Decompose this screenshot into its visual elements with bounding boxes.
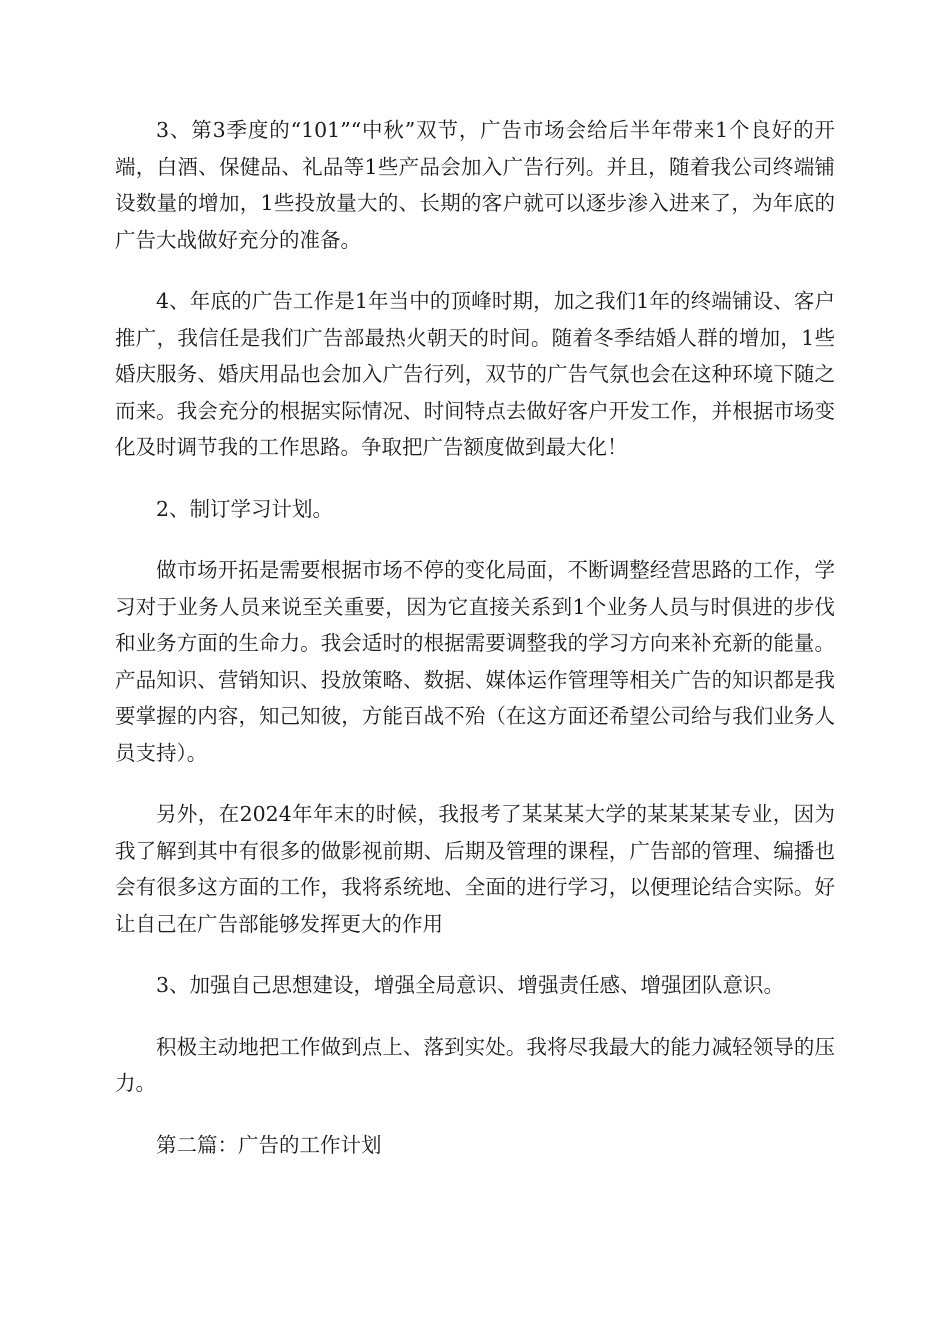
section-title-second-article: 第二篇：广告的工作计划 bbox=[156, 1132, 382, 1157]
paragraph-q3-holidays: 3、第3季度的“101”“中秋”双节，广告市场会给后半年带来1个良好的开端，白酒、保健品、礼品等1些产品会加入广告行列。并且，随着我公司终端铺设数量的增加，1些投放量大的、长期的客户就可以逐步渗入进来了，为年底的广告大战做好充分的准备。 bbox=[115, 118, 835, 252]
paragraph-year-end: 4、年底的广告工作是1年当中的顶峰时期，加之我们1年的终端铺设、客户推广，我信任是我们广告部最热火朝天的时间。随着冬季结婚人群的增加，1些婚庆服务、婚庆用品也会加入广告行列，双节的广告气氛也会在这种环境下随之而来。我会充分的根据实际情况、时间特点去做好客户开发工作，并根据市场变化及时调节我的工作思路。争取把广告额度做到最大化！ bbox=[115, 289, 835, 459]
paragraph-proactive-work: 积极主动地把工作做到点上、落到实处。我将尽我最大的能力减轻领导的压力。 bbox=[115, 1034, 835, 1095]
paragraph-market-learning: 做市场开拓是需要根据市场不停的变化局面，不断调整经营思路的工作，学习对于业务人员来说至关重要，因为它直接关系到1个业务人员与时俱进的步伐和业务方面的生命力。我会适时的根据需要调整我的学习方向来补充新的能量。产品知识、营销知识、投放策略、数据、媒体运作管理等相关广告的知识都是我要掌握的内容，知己知彼，方能百战不殆（在这方面还希望公司给与我们业务人员支持）。 bbox=[115, 558, 835, 765]
paragraph-university-study: 另外，在2024年年末的时候，我报考了某某某大学的某某某某专业，因为我了解到其中有很多的做影视前期、后期及管理的课程，广告部的管理、编播也会有很多这方面的工作，我将系统地、全面的进行学习，以便理论结合实际。好让自己在广告部能够发挥更大的作用 bbox=[115, 802, 835, 936]
paragraph-study-plan-heading: 2、制订学习计划。 bbox=[156, 496, 334, 521]
document-body bbox=[115, 112, 835, 1188]
paragraph-ideology-heading: 3、加强自己思想建设，增强全局意识、增强责任感、增强团队意识。 bbox=[156, 973, 785, 997]
